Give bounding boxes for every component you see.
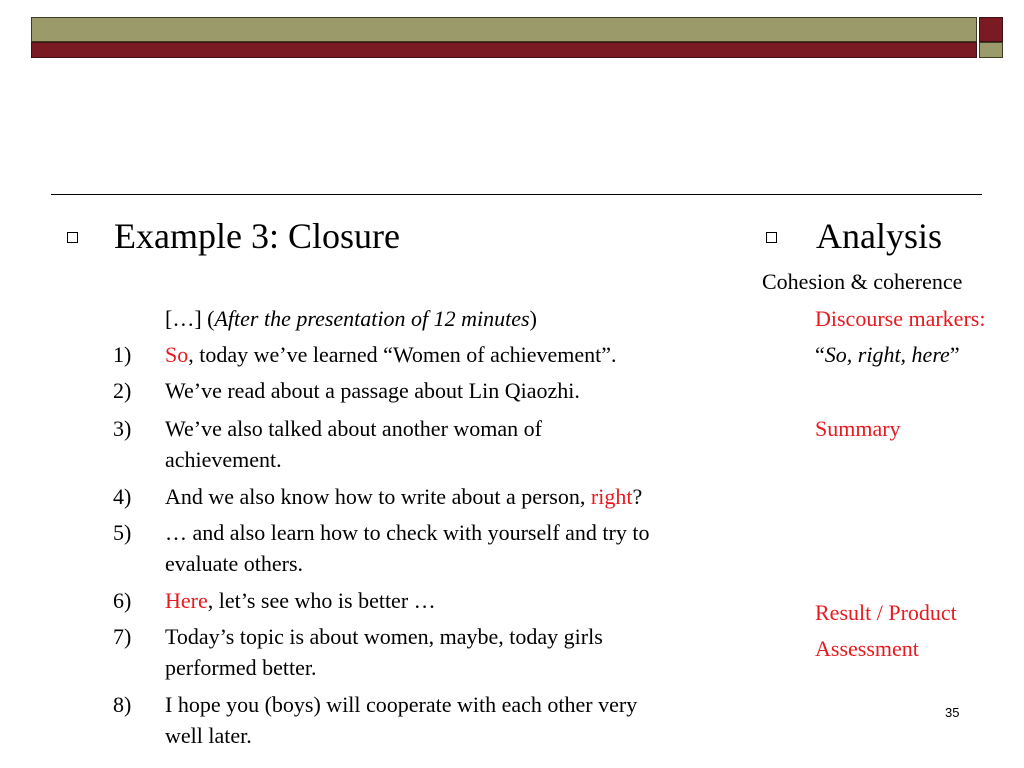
list-number: 1): [113, 342, 132, 367]
cohesion-label: Cohesion & coherence: [762, 269, 963, 294]
right-heading: Analysis: [816, 216, 942, 256]
header-band-maroon: [31, 42, 977, 58]
list-number: 5): [113, 520, 132, 545]
markers-list: “So, right, here”: [815, 342, 960, 367]
list-item: We’ve also talked about another woman of achievement.: [165, 416, 542, 472]
list-number: 4): [113, 484, 132, 509]
list-item: Today’s topic is about women, maybe, today girls performed better.: [165, 624, 603, 680]
header-corner-square-top: [979, 17, 1003, 42]
list-item: Here, let’s see who is better …: [165, 588, 436, 613]
list-item: And we also know how to write about a person, right?: [165, 484, 643, 509]
summary-label: Summary: [815, 416, 901, 441]
list-item: I hope you (boys) will cooperate with each other very well later.: [165, 692, 638, 748]
list-number: 3): [113, 416, 132, 441]
assessment-label: Assessment: [815, 636, 919, 661]
intro-line: […] (After the presentation of 12 minutes): [165, 306, 537, 331]
header-corner-square-bottom: [979, 42, 1003, 58]
list-number: 7): [113, 624, 132, 649]
discourse-markers-label: Discourse markers:: [815, 306, 986, 331]
list-number: 2): [113, 378, 132, 403]
title-divider-line: [51, 194, 982, 195]
left-heading: Example 3: Closure: [114, 216, 400, 256]
result-product-label: Result / Product: [815, 600, 957, 625]
hollow-square-bullet-icon: [67, 232, 78, 243]
list-item: … and also learn how to check with yourself and try to evaluate others.: [165, 520, 650, 576]
header-band-olive: [31, 17, 977, 42]
hollow-square-bullet-icon: [766, 232, 777, 243]
list-number: 8): [113, 692, 132, 717]
list-number: 6): [113, 588, 132, 613]
page-number: 35: [945, 705, 960, 720]
list-item: We’ve read about a passage about Lin Qiaozhi.: [165, 378, 580, 403]
list-item: So, today we’ve learned “Women of achievement”.: [165, 342, 617, 367]
